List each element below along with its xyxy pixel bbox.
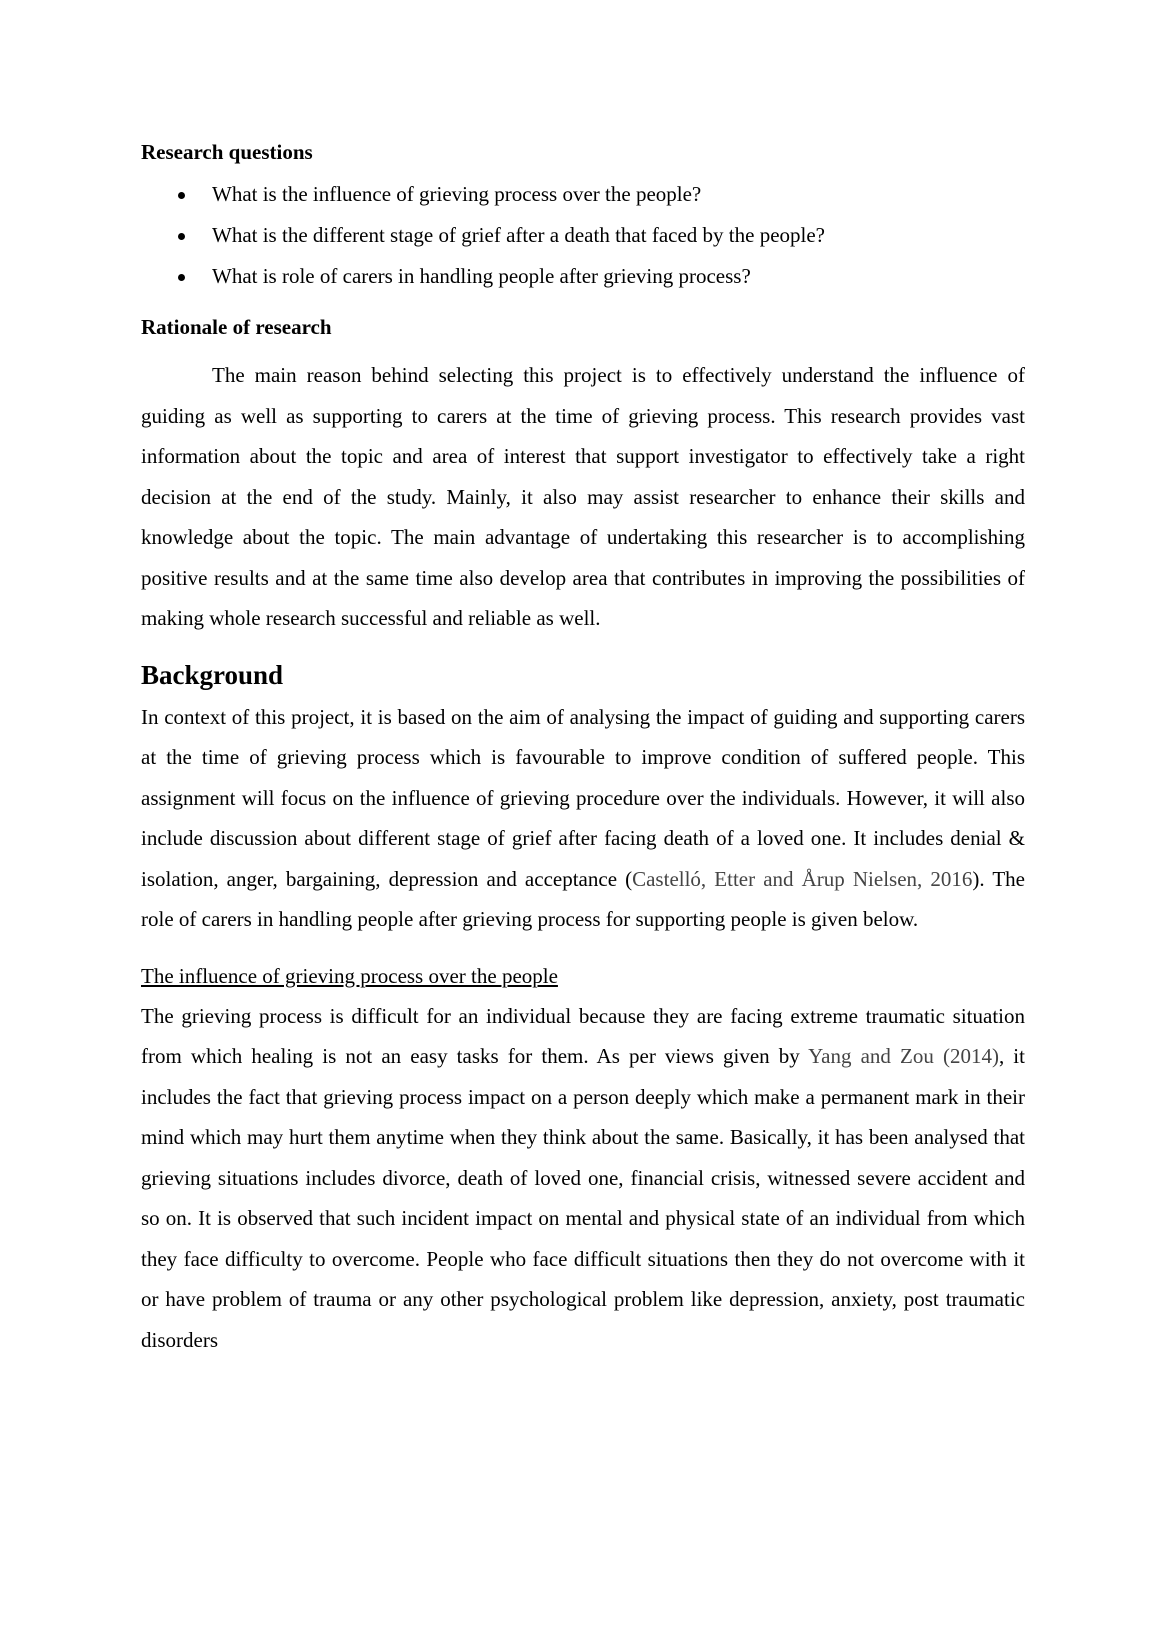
list-item-text: What is the different stage of grief after a death that faced by the people? [212,223,825,247]
background-text-2: ). The role of carers in handling people after grieving process for supporting people is given below. [141,866,1025,931]
citation-castello: Castelló, Etter and Årup Nielsen, 2016 [632,866,973,891]
research-questions-heading: Research questions [141,140,313,164]
list-item [141,221,1025,262]
influence-text-1: The grieving process is difficult for an individual because they are facing extreme traumatic situation from which healing is not an easy tasks for them. As per views given by [141,1003,1025,1068]
list-item-text: What is role of carers in handling people after grieving process? [212,264,751,288]
rationale-paragraph: The main reason behind selecting this project is to effectively understand the influence of guiding as well as supporting to carers at the time of grieving process. This research provides vast information about the topic and area of interest that support investigator to effectively take a right decision at the end of the study. Mainly, it also may assist researcher to enhance their skills and knowledge about the topic. The main advantage of undertaking this researcher is to accomplishing positive results and at the same time also develop area that contributes in improving the possibilities of making whole research successful and reliable as well. [141,363,1025,630]
influence-paragraph [141,996,1025,1361]
list-item [141,180,1025,221]
bullet-icon [178,192,185,199]
list-item [141,262,1025,303]
list-item-text: What is the influence of grieving process over the people? [212,182,702,206]
citation-yang-zou: Yang and Zou (2014) [808,1044,999,1068]
bullet-icon [178,274,185,281]
background-heading: Background [141,659,284,690]
rationale-heading: Rationale of research [141,315,332,339]
influence-subheading: The influence of grieving process over the people [141,963,558,988]
document-body [141,138,1025,1360]
bullet-icon [178,233,185,240]
research-questions-list [141,180,1025,303]
influence-text-2: , it includes the fact that grieving process impact on a person deeply which make a permanent mark in their mind which may hurt them anytime when they think about the same. Basically, it has been analysed that grieving situations includes divorce, death of loved one, financial crisis, witnessed severe accident and so on. It is observed that such incident impact on mental and physical state of an individual from which they face difficulty to overcome. People who face difficult situations then they do not overcome with it or have problem of trauma or any other psychological problem like depression, anxiety, post traumatic disorders [141,1044,1025,1352]
background-text-1: In context of this project, it is based on the aim of analysing the impact of guiding and supporting carers at the time of grieving process which is favourable to improve condition of suffered people. This assignment will focus on the influence of grieving procedure over the individuals. However, it will also include discussion about different stage of grief after facing death of a loved one. It includes denial & isolation, anger, bargaining, depression and acceptance ( [141,704,1025,891]
background-paragraph [141,697,1025,940]
